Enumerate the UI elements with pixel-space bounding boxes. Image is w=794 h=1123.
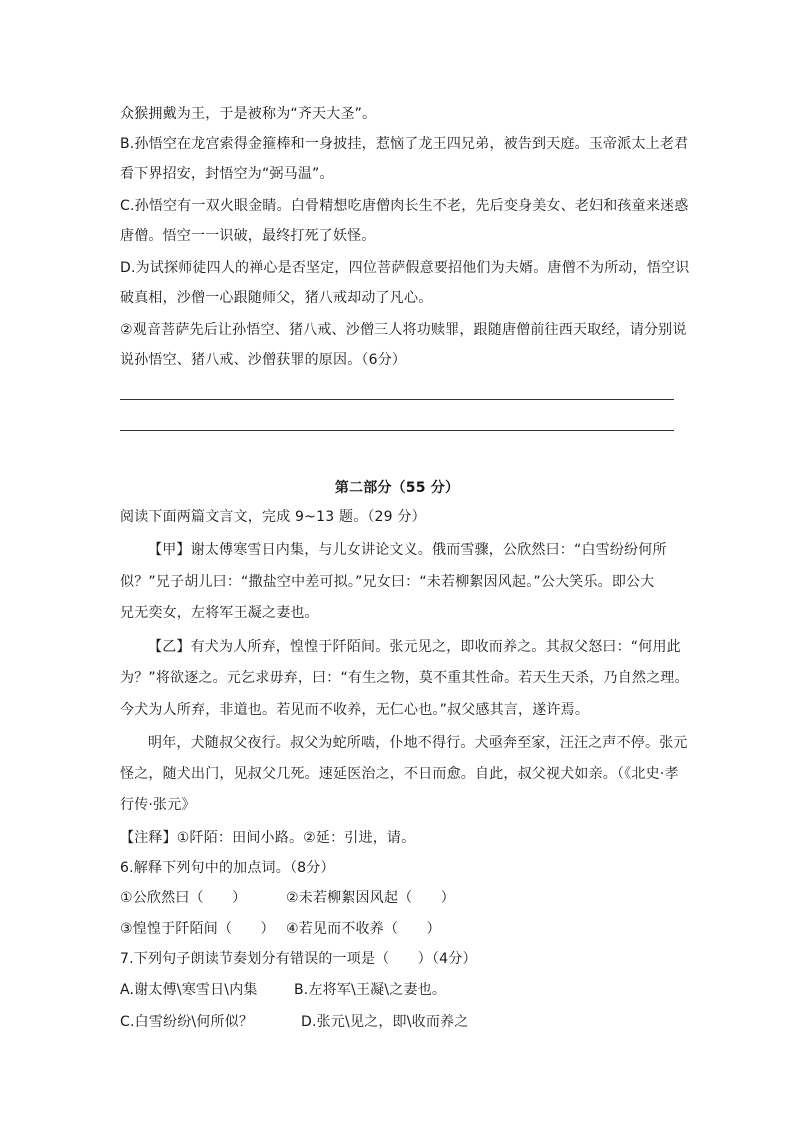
- option-c-line1: C.孙悟空有一双火眼金睛。白骨精想吃唐僧肉长生不老，先后变身美女、老妇和孩童来迷惑: [120, 198, 689, 214]
- part2-title: 第二部分（55 分）: [334, 480, 460, 496]
- option-d-line2: 破真相，沙僧一心跟随师父，猪八戒却动了凡心。: [120, 290, 433, 306]
- question-6-item-4: ④若见而不收养（ ）: [286, 921, 441, 937]
- question-7-option-b: B.左将军\王凝\之妻也。: [294, 982, 447, 998]
- option-d-line1: D.为试探师徒四人的禅心是否坚定，四位菩萨假意要招他们为夫婿。唐僧不为所动，悟空识: [120, 260, 690, 276]
- passage-jia-line1: 【甲】谢太傅寒雪日内集，与儿女讲论文义。俄而雪骤，公欣然曰：“白雪纷纷何所: [148, 542, 667, 558]
- annotation-note: 【注释】①阡陌：田间小路。②延：引进，请。: [120, 830, 416, 846]
- question-2-line2: 说孙悟空、猪八戒、沙僧获罪的原因。（6分）: [120, 352, 407, 368]
- passage-jia-line3: 兄无奕女，左将军王凝之妻也。: [120, 605, 319, 621]
- option-c-line2: 唐僧。悟空一一识破，最终打死了妖怪。: [120, 228, 376, 244]
- passage-yi-line2: 为？”将欲逐之。元乞求毋弃，曰：“有生之物，莫不重其性命。若天生天杀，乃自然之理。: [120, 670, 689, 686]
- option-b-line1: B.孙悟空在龙宫索得金箍棒和一身披挂，惹恼了龙王四兄弟，被告到天庭。玉帝派太上老君: [120, 136, 689, 152]
- passage-jia-line2: 似？”兄子胡儿曰：“撒盐空中差可拟。”兄女曰：“未若柳絮因风起。”公大笑乐。即公大: [120, 574, 655, 590]
- question-6-stem: 6.解释下列句中的加点词。（8分）: [120, 860, 335, 876]
- text-line: 众猴拥戴为王，于是被称为“齐天大圣”。: [120, 106, 377, 122]
- passage-yi-line3: 今犬为人所弃，非道也。若见而不收养，无仁心也。”叔父感其言，遂许焉。: [120, 702, 590, 718]
- question-7-option-a: A.谢太傅\寒雪日\内集: [120, 982, 258, 998]
- question-6-item-2: ②未若柳絮因风起（ ）: [286, 890, 455, 906]
- question-2-line1: ②观音菩萨先后让孙悟空、猪八戒、沙僧三人将功赎罪，跟随唐僧前往西天取经，请分别说: [120, 322, 687, 338]
- question-7-stem: 7.下列句子朗读节奏划分有错误的一项是（ ）（4分）: [120, 951, 477, 967]
- question-6-item-3: ③惶惶于阡陌间（ ）: [120, 921, 275, 937]
- part2-instruction: 阅读下面两篇文言文，完成 9~13 题。（29 分）: [120, 509, 426, 525]
- question-6-item-1: ①公欣然曰（ ）: [120, 890, 247, 906]
- answer-line-1[interactable]: [120, 399, 674, 400]
- passage-yi2-line2: 怪之，随犬出门，见叔父几死。速延医治之，不日而愈。自此，叔父视犬如亲。（《北史·孝: [120, 766, 679, 782]
- passage-yi2-line1: 明年，犬随叔父夜行。叔父为蛇所啮，仆地不得行。犬亟奔至家，汪汪之声不停。张元: [148, 735, 688, 751]
- passage-yi-line1: 【乙】有犬为人所弃，惶惶于阡陌间。张元见之，即收而养之。其叔父怒曰：“何用此: [148, 639, 681, 655]
- answer-line-2[interactable]: [120, 430, 674, 431]
- question-7-option-d: D.张元\见之，即\收而养之: [301, 1014, 469, 1030]
- passage-yi2-line3: 行传·张元》: [120, 797, 196, 813]
- option-b-line2: 看下界招安，封悟空为“弼马温”。: [120, 166, 334, 182]
- question-7-option-c: C.白雪纷纷\何所似？: [120, 1014, 254, 1030]
